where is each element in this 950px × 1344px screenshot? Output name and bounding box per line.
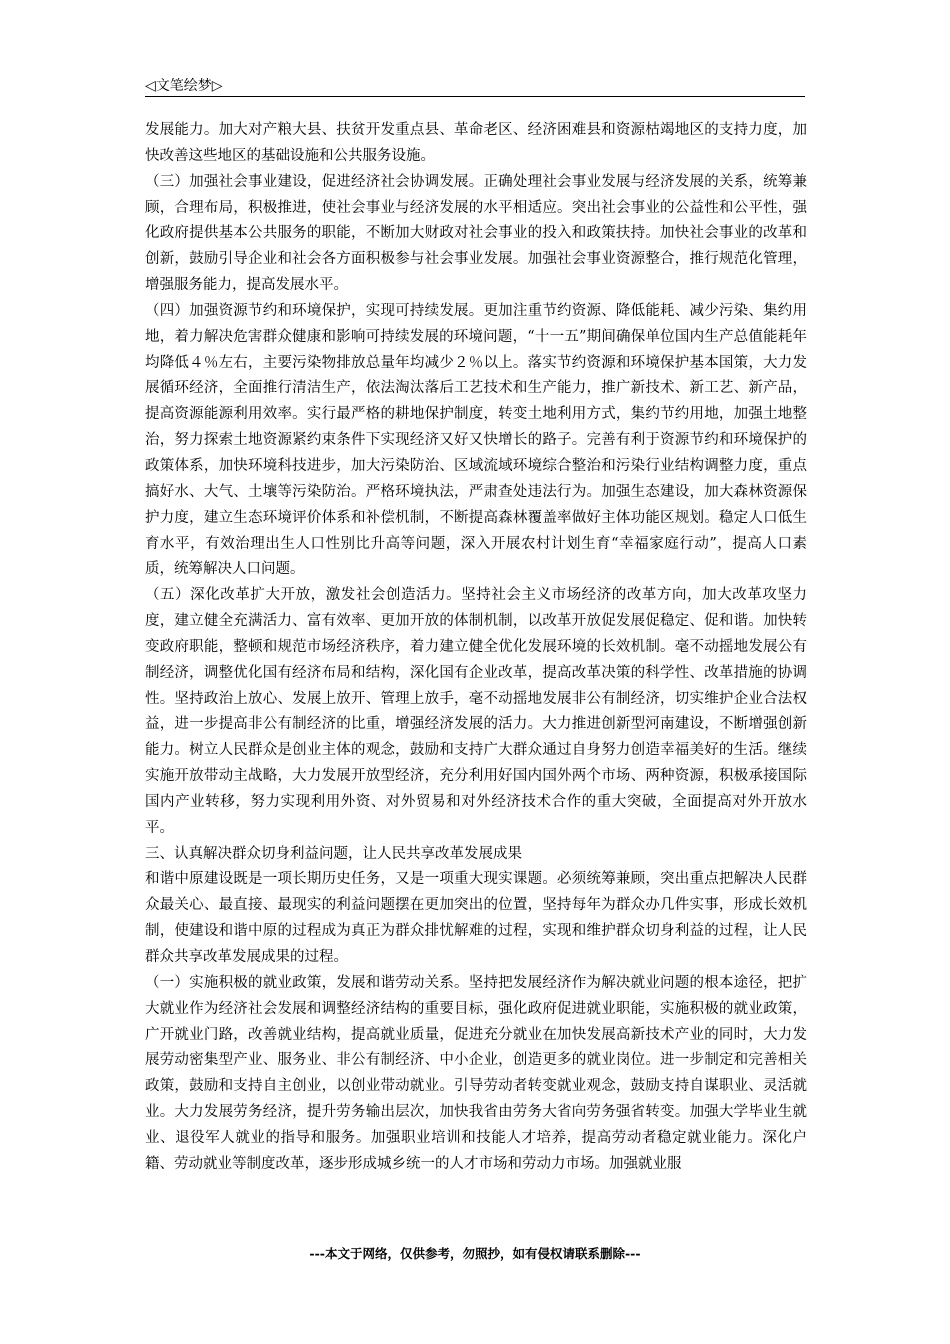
paragraph: （一）实施积极的就业政策，发展和谐劳动关系。坚持把发展经济作为解决就业问题的根本途径，把扩大就业作为经济社会发展和调整经济结构的重要目标，强化政府促进就业职能，实施积极的就业政策，广开就业门路，改善就业结构，提高就业质量，促进充分就业在加快发展高新技术产业的同时，大力发展劳动密集型产业、服务业、非公有制经济、中小企业，创造更多的就业岗位。进一步制定和完善相关政策，鼓励和支持自主创业，以创业带动就业。引导劳动者转变就业观念，鼓励支持自谋职业、灵活就业。大力发展劳务经济，提升劳务输出层次，加快我省由劳务大省向劳务强省转变。加强大学毕业生就业、退役军人就业的指导和服务。加强职业培训和技能人才培养，提高劳动者稳定就业能力。深化户籍、劳动就业等制度改革，逐步形成城乡统一的人才市场和劳动力市场。加强就业服 bbox=[145, 974, 807, 1172]
paragraph: 发展能力。加大对产粮大县、扶贫开发重点县、革命老区、经济困难县和资源枯竭地区的支持力度，加快改善这些地区的基础设施和公共服务设施。 bbox=[145, 122, 807, 164]
paragraph: （四）加强资源节约和环境保护，实现可持续发展。更加注重节约资源、降低能耗、减少污染、集约用地，着力解决危害群众健康和影响可持续发展的环境问题，“十一五”期间确保单位国内生产总值能耗年均降低４％左右，主要污染物排放总量年均减少２％以上。落实节约资源和环境保护基本国策，大力发展循环经济，全面推行清洁生产，依法淘汰落后工艺技术和生产能力，推广新技术、新工艺、新产品，提高资源能源利用效率。实行最严格的耕地保护制度，转变土地利用方式，集约节约用地，加强土地整治，努力探索土地资源紧约束条件下实现经济又好又快增长的路子。完善有利于资源节约和环境保护的政策体系，加快环境科技进步，加大污染防治、区域流域环境综合整治和污染行业结构调整力度，重点搞好水、大气、土壤等污染防治。严格环境执法，严肃查处违法行为。加强生态建设，加大森林资源保护力度，建立生态环境评价体系和补偿机制，不断提高森林覆盖率做好主体功能区规划。稳定人口低生育水平，有效治理出生人口性别比升高等问题，深入开展农村计划生育“幸福家庭行动”，提高人口素质，统筹解决人口问题。 bbox=[145, 302, 807, 578]
page-footer: ---本文于网络，仅供参考，勿照抄，如有侵权请联系删除--- bbox=[309, 1246, 641, 1261]
paragraph: （五）深化改革扩大开放，激发社会创造活力。坚持社会主义市场经济的改革方向，加大改革攻坚力度，建立健全充满活力、富有效率、更加开放的体制机制，以改革开放促发展促稳定、促和谐。加快转变政府职能，整顿和规范市场经济秩序，着力建立健全优化发展环境的长效机制。毫不动摇地发展公有制经济，调整优化国有经济布局和结构，深化国有企业改革，提高改革决策的科学性、改革措施的协调性。坚持政治上放心、发展上放开、管理上放手，毫不动摇地发展非公有制经济，切实维护企业合法权益，进一步提高非公有制经济的比重，增强经济发展的活力。大力推进创新型河南建设，不断增强创新能力。树立人民群众是创业主体的观念，鼓励和支持广大群众通过自身努力创造幸福美好的生活。继续实施开放带动主战略，大力发展开放型经济，充分利用好国内国外两个市场、两种资源，积极承接国际国内产业转移，努力实现利用外资、对外贸易和对外经济技术合作的重大突破，全面提高对外开放水平。 bbox=[145, 587, 807, 836]
paragraph: （三）加强社会事业建设，促进经济社会协调发展。正确处理社会事业发展与经济发展的关系，统筹兼顾，合理布局，积极推进，使社会事业与经济发展的水平相适应。突出社会事业的公益性和公平性，强化政府提供基本公共服务的职能，不断加大财政对社会事业的投入和政策扶持。加快社会事业的改革和创新，鼓励引导企业和社会各方面积极参与社会事业发展。加强社会事业资源整合，推行规范化管理，增强服务能力，提高发展水平。 bbox=[145, 173, 807, 294]
header-title: 文笔绘梦 bbox=[155, 78, 212, 94]
page-header bbox=[145, 73, 805, 97]
document-body bbox=[145, 118, 807, 1178]
header-brand bbox=[145, 75, 223, 95]
paragraph: 和谐中原建设既是一项长期历史任务，又是一项重大现实课题。必须统筹兼顾，突出重点把解决人民群众最关心、最直接、最现实的利益问题摆在更加突出的位置，坚持每年为群众办几件实事，形成长效机制，使建设和谐中原的过程成为真正为群众排忧解难的过程，实现和维护群众切身利益的过程，让人民群众共享改革发展成果的过程。 bbox=[145, 871, 807, 965]
left-triangle-icon: ◁ bbox=[145, 78, 156, 94]
section-heading: 三、认真解决群众切身利益问题，让人民共享改革发展成果 bbox=[145, 845, 522, 862]
right-triangle-icon: ▷ bbox=[211, 78, 223, 94]
